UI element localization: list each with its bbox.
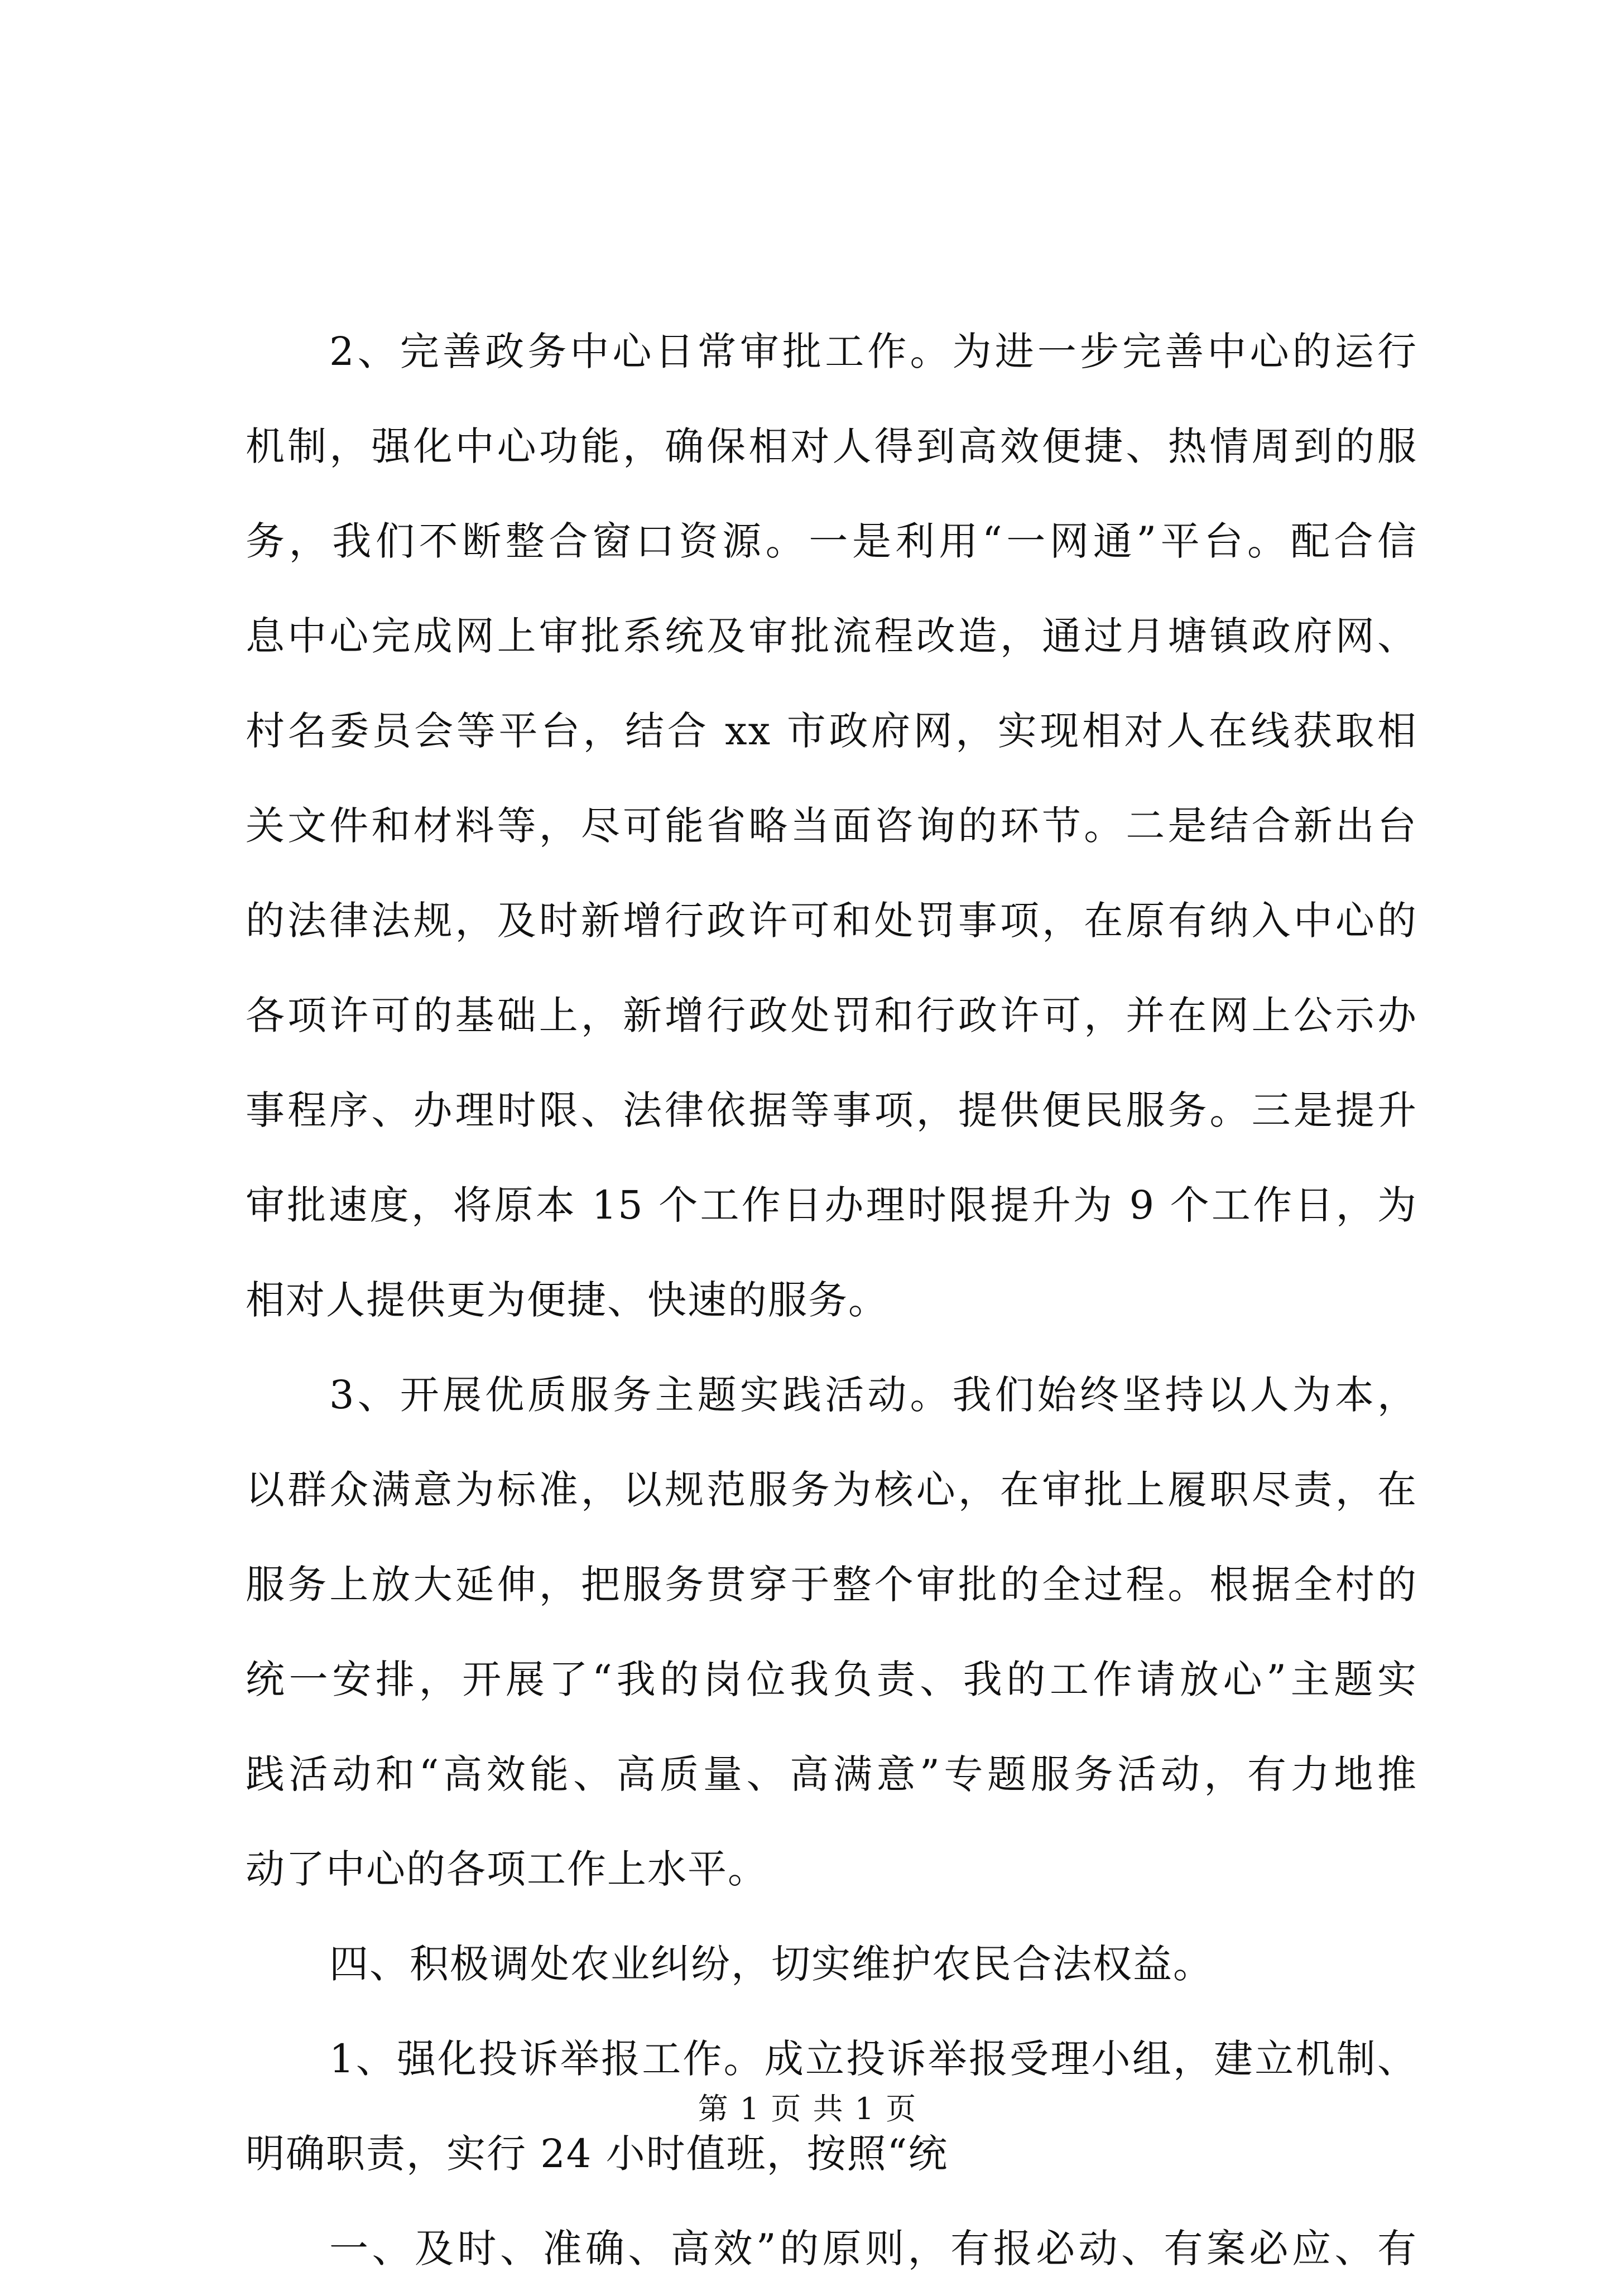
text-line: 关文件和材料等，尽可能省略当面咨询的环节。二是结合新出台 [246,803,1417,849]
text-line: 以群众满意为标准，以规范服务为核心，在审批上履职尽责，在 [246,1467,1417,1513]
text-line: 动了中心的各项工作上水平。 [246,1846,768,1892]
text-line: 服务上放大延伸，把服务贯穿于整个审批的全过程。根据全村的 [246,1562,1417,1607]
page-footer: 第 1 页 共 1 页 [698,2091,917,2126]
text-line: 明确职责，实行 24 小时值班，按照“统 [246,2131,949,2177]
text-line: 四、积极调处农业纠纷，切实维护农民合法权益。 [329,1941,1213,1987]
text-line: 1、强化投诉举报工作。成立投诉举报受理小组，建立机制、 [329,2036,1417,2082]
text-line: 相对人提供更为便捷、快速的服务。 [246,1277,888,1323]
text-line: 村名委员会等平台，结合 xx 市政府网，实现相对人在线获取相 [246,708,1417,754]
text-line: 机制，强化中心功能，确保相对人得到高效便捷、热情周到的服 [246,423,1417,469]
text-line: 各项许可的基础上，新增行政处罚和行政许可，并在网上公示办 [246,993,1417,1038]
text-line: 统一安排，开展了“我的岗位我负责、我的工作请放心”主题实 [246,1657,1417,1702]
text-line: 务，我们不断整合窗口资源。一是利用“一网通”平台。配合信 [246,518,1417,564]
text-line: 事程序、办理时限、法律依据等事项，提供便民服务。三是提升 [246,1087,1417,1133]
text-line: 3、开展优质服务主题实践活动。我们始终坚持以人为本， [329,1372,1417,1418]
text-line: 息中心完成网上审批系统及审批流程改造，通过月塘镇政府网、 [246,613,1417,659]
text-line: 践活动和“高效能、高质量、高满意”专题服务活动，有力地推 [246,1751,1417,1797]
text-line: 审批速度，将原本 15 个工作日办理时限提升为 9 个工作日，为 [246,1182,1417,1228]
document-body [246,304,1417,2296]
text-line: 一、及时、准确、高效”的原则，有报必动、有案必应、有 [329,2226,1417,2271]
text-line: 的法律法规，及时新增行政许可和处罚事项，在原有纳入中心的 [246,898,1417,944]
text-line: 2、完善政务中心日常审批工作。为进一步完善中心的运行 [329,329,1417,374]
